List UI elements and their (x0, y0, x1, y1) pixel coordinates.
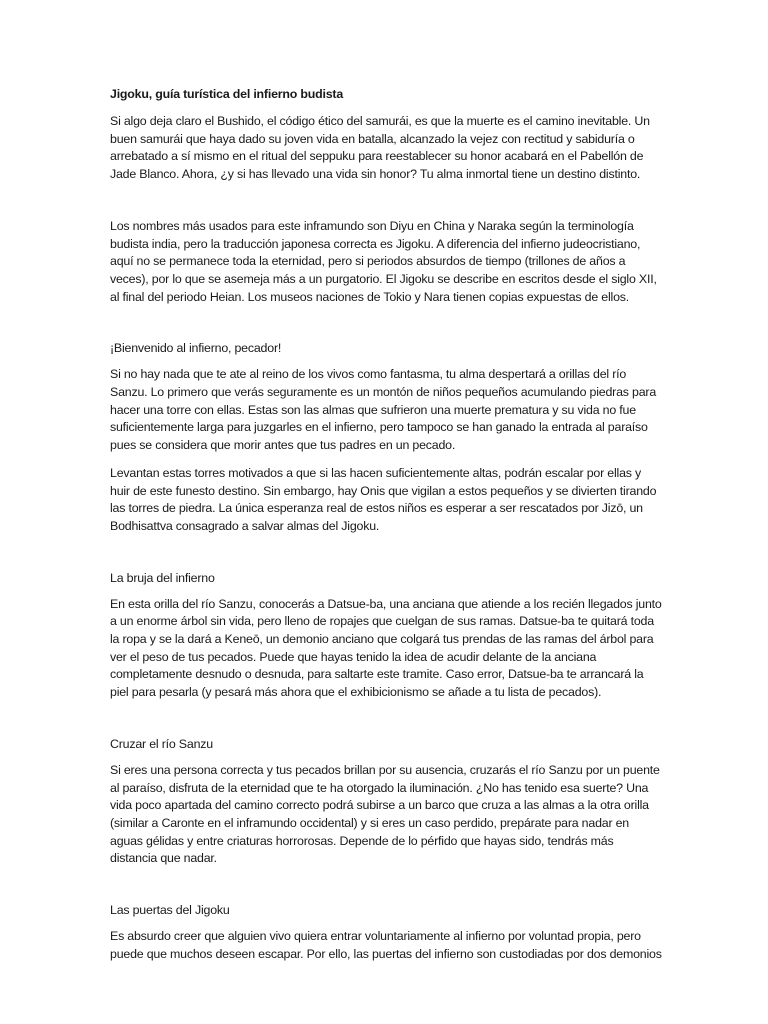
section-paragraph: Levantan estas torres motivados a que si las hacen suficientemente altas, podrán escalar por ellas y huir de este funesto destino. Sin embargo, hay Onis que vigilan a estos pequeños y se divierten tirando las torres de piedra. La única esperanza real de estos niños es esperar a ser rescatados por Jizō, un Bodhisattva consagrado a salvar almas del Jigoku. (110, 465, 657, 533)
section-paragraph: Si eres una persona correcta y tus pecados brillan por su ausencia, cruzarás el río Sanzu por un puente al paraíso, disfruta de la eternidad que te ha otorgado la iluminación. ¿No has tenido esa suerte? Una vida poco apartada del camino correcto podrá subirse a un barco que cruza a las almas a la otra orilla (similar a Caronte en el inframundo occidental) y si eres un caso perdido, prepárate para nadar en aguas gélidas y entre criaturas horrorosas. Depende de lo pérfido que hayas sido, tendrás más distancia que nadar. (110, 762, 660, 866)
spacer (110, 546, 662, 570)
document-title: Jigoku, guía turística del infierno budista (110, 87, 344, 101)
spacer (110, 316, 662, 340)
spacer (110, 712, 662, 736)
section-heading: Las puertas del Jigoku (110, 903, 230, 918)
section-heading: ¡Bienvenido al infierno, pecador! (110, 341, 282, 356)
document-page (110, 86, 662, 974)
section-paragraph: Si no hay nada que te ate al reino de los vivos como fantasma, tu alma despertará a orillas del río Sanzu. Lo primero que verás seguramente es un montón de niños pequeños acumulando piedras para hacer una torre con ellas. Estas son las almas que sufrieron una muerte prematura y su vida no fue suficientemente larga para juzgarles en el infierno, pero tampoco se han ganado la entrada al paraíso pues se considera que morir antes que tus padres en un pecado. (110, 367, 657, 453)
section-heading: La bruja del infierno (110, 570, 215, 585)
spacer (110, 194, 662, 218)
section-paragraph: Es absurdo creer que alguien vivo quiera entrar voluntariamente al infierno por voluntad propia, pero puede que muchos deseen escapar. Por ello, las puertas del infierno son custodiadas por dos demonios (110, 929, 662, 961)
section-heading: Cruzar el río Sanzu (110, 736, 213, 751)
spacer (110, 878, 662, 902)
intro-paragraph-1: Si algo deja claro el Bushido, el código ético del samurái, es que la muerte es el camino inevitable. Un buen samurái que haya dado su joven vida en batalla, alcanzado la vejez con rectitud y sabiduría o arrebatado a sí mismo en el ritual del seppuku para reestablecer su honor acabará en el Pabellón de Jade Blanco. Ahora, ¿y si has llevado una vida sin honor? Tu alma inmortal tiene un destino distinto. (110, 114, 650, 182)
section-paragraph: En esta orilla del río Sanzu, conocerás a Datsue-ba, una anciana que atiende a los recién llegados junto a un enorme árbol sin vida, pero lleno de ropajes que cuelgan de sus ramas. Datsue-ba te quitará toda la ropa y se la dará a Keneō, un demonio anciano que colgará tus prendas de las ramas del árbol para ver el peso de tus pecados. Puede que hayas tenido la idea de acudir delante de la anciana completamente desnudo o desnuda, para saltarte este tramite. Caso error, Datsue-ba te arrancará la piel para pesarla (y pesará más ahora que el exhibicionismo se añade a tu lista de pecados). (110, 596, 662, 700)
intro-paragraph-2: Los nombres más usados para este inframundo son Diyu en China y Naraka según la terminología budista india, pero la traducción japonesa correcta es Jigoku. A diferencia del infierno judeocristiano, aquí no se permanece toda la eternidad, pero si periodos absurdos de tiempo (trillones de años a veces), por lo que se asemeja más a un purgatorio. El Jigoku se describe en escritos desde el siglo XII, al final del periodo Heian. Los museos naciones de Tokio y Nara tienen copias expuestas de ellos. (110, 218, 657, 304)
